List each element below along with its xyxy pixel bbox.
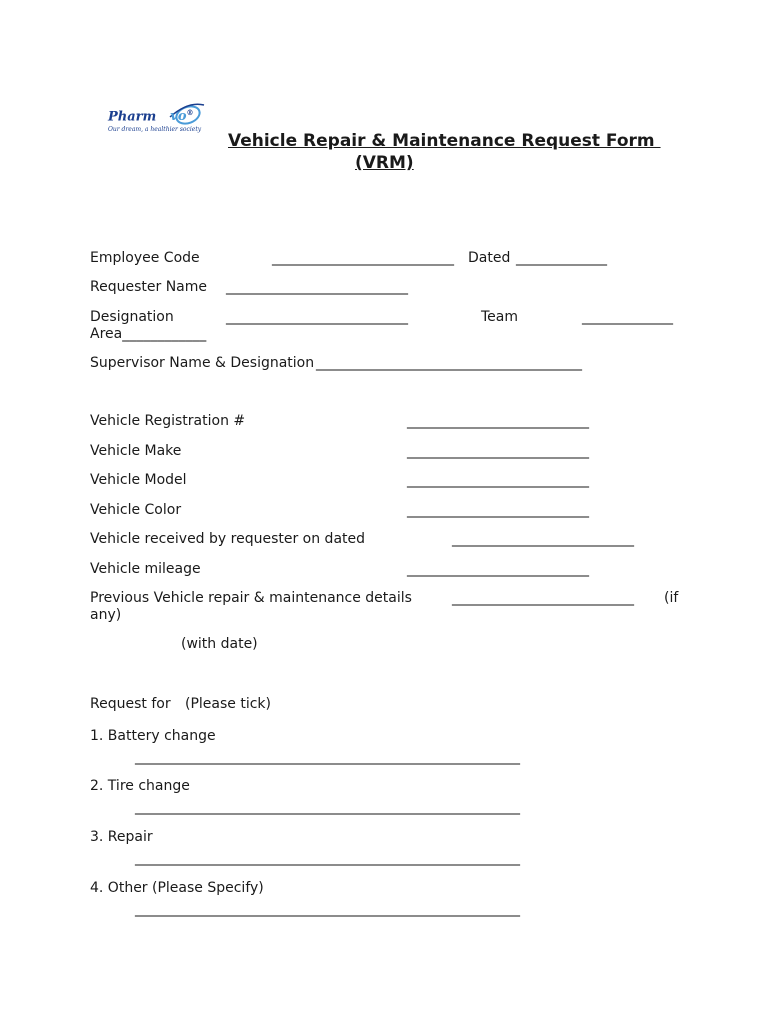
vehicle-model-field[interactable]: __________________________	[407, 472, 589, 488]
with-date-note: (with date)	[181, 636, 258, 652]
request-for-label: Request for	[90, 696, 171, 712]
request-for-hint: (Please tick)	[185, 696, 271, 712]
team-label: Team	[481, 309, 519, 325]
previous-details-field[interactable]: __________________________	[452, 590, 634, 606]
dated-field[interactable]: _____________	[516, 250, 607, 266]
logo-brand: Pharm	[108, 109, 157, 125]
team-field[interactable]: _____________	[582, 309, 673, 325]
form-title: Vehicle Repair & Maintenance Request Form	[228, 131, 661, 151]
request-item-tire-label[interactable]: 2. Tire change	[90, 778, 190, 794]
logo-registered-mark: ®	[186, 108, 194, 117]
supervisor-field[interactable]: ______________________________________	[316, 355, 582, 371]
supervisor-label: Supervisor Name & Designation	[90, 355, 315, 371]
request-item-other-field[interactable]: _______________________________________________________	[135, 901, 520, 917]
request-item-repair-label[interactable]: 3. Repair	[90, 829, 153, 845]
designation-label: Designation	[90, 309, 174, 325]
dated-label: Dated	[468, 250, 511, 266]
previous-details-if: (if	[664, 590, 679, 606]
vehicle-registration-field[interactable]: __________________________	[407, 413, 589, 429]
area-field[interactable]: ____________	[122, 326, 207, 342]
vehicle-received-field[interactable]: __________________________	[452, 531, 634, 547]
requester-name-field[interactable]: __________________________	[226, 279, 408, 295]
vehicle-mileage-label: Vehicle mileage	[90, 561, 201, 577]
request-item-battery-label[interactable]: 1. Battery change	[90, 728, 216, 744]
area-label: Area	[90, 326, 123, 342]
employee-code-label: Employee Code	[90, 250, 200, 266]
vehicle-make-label: Vehicle Make	[90, 443, 182, 459]
designation-field[interactable]: __________________________	[226, 309, 408, 325]
logo-tagline: Our dream, a healthier society	[108, 126, 202, 133]
vehicle-model-label: Vehicle Model	[90, 472, 187, 488]
vehicle-received-label: Vehicle received by requester on dated	[90, 531, 366, 547]
request-item-other-label[interactable]: 4. Other (Please Specify)	[90, 880, 264, 896]
vehicle-color-label: Vehicle Color	[90, 502, 182, 518]
form-title-abbreviation: (VRM)	[355, 153, 414, 173]
previous-details-any: any)	[90, 607, 122, 623]
vehicle-mileage-field[interactable]: __________________________	[407, 561, 589, 577]
request-item-battery-field[interactable]: _______________________________________________________	[135, 749, 520, 765]
request-item-repair-field[interactable]: _______________________________________________________	[135, 850, 520, 866]
vehicle-color-field[interactable]: __________________________	[407, 502, 589, 518]
vehicle-make-field[interactable]: __________________________	[407, 443, 589, 459]
requester-name-label: Requester Name	[90, 279, 207, 295]
previous-details-label: Previous Vehicle repair & maintenance details	[90, 590, 412, 606]
company-logo	[100, 97, 220, 145]
employee-code-field[interactable]: __________________________	[272, 250, 454, 266]
vehicle-registration-label: Vehicle Registration #	[90, 413, 246, 429]
logo-brand-suffix: vo	[170, 109, 187, 125]
request-item-tire-field[interactable]: _______________________________________________________	[135, 799, 520, 815]
